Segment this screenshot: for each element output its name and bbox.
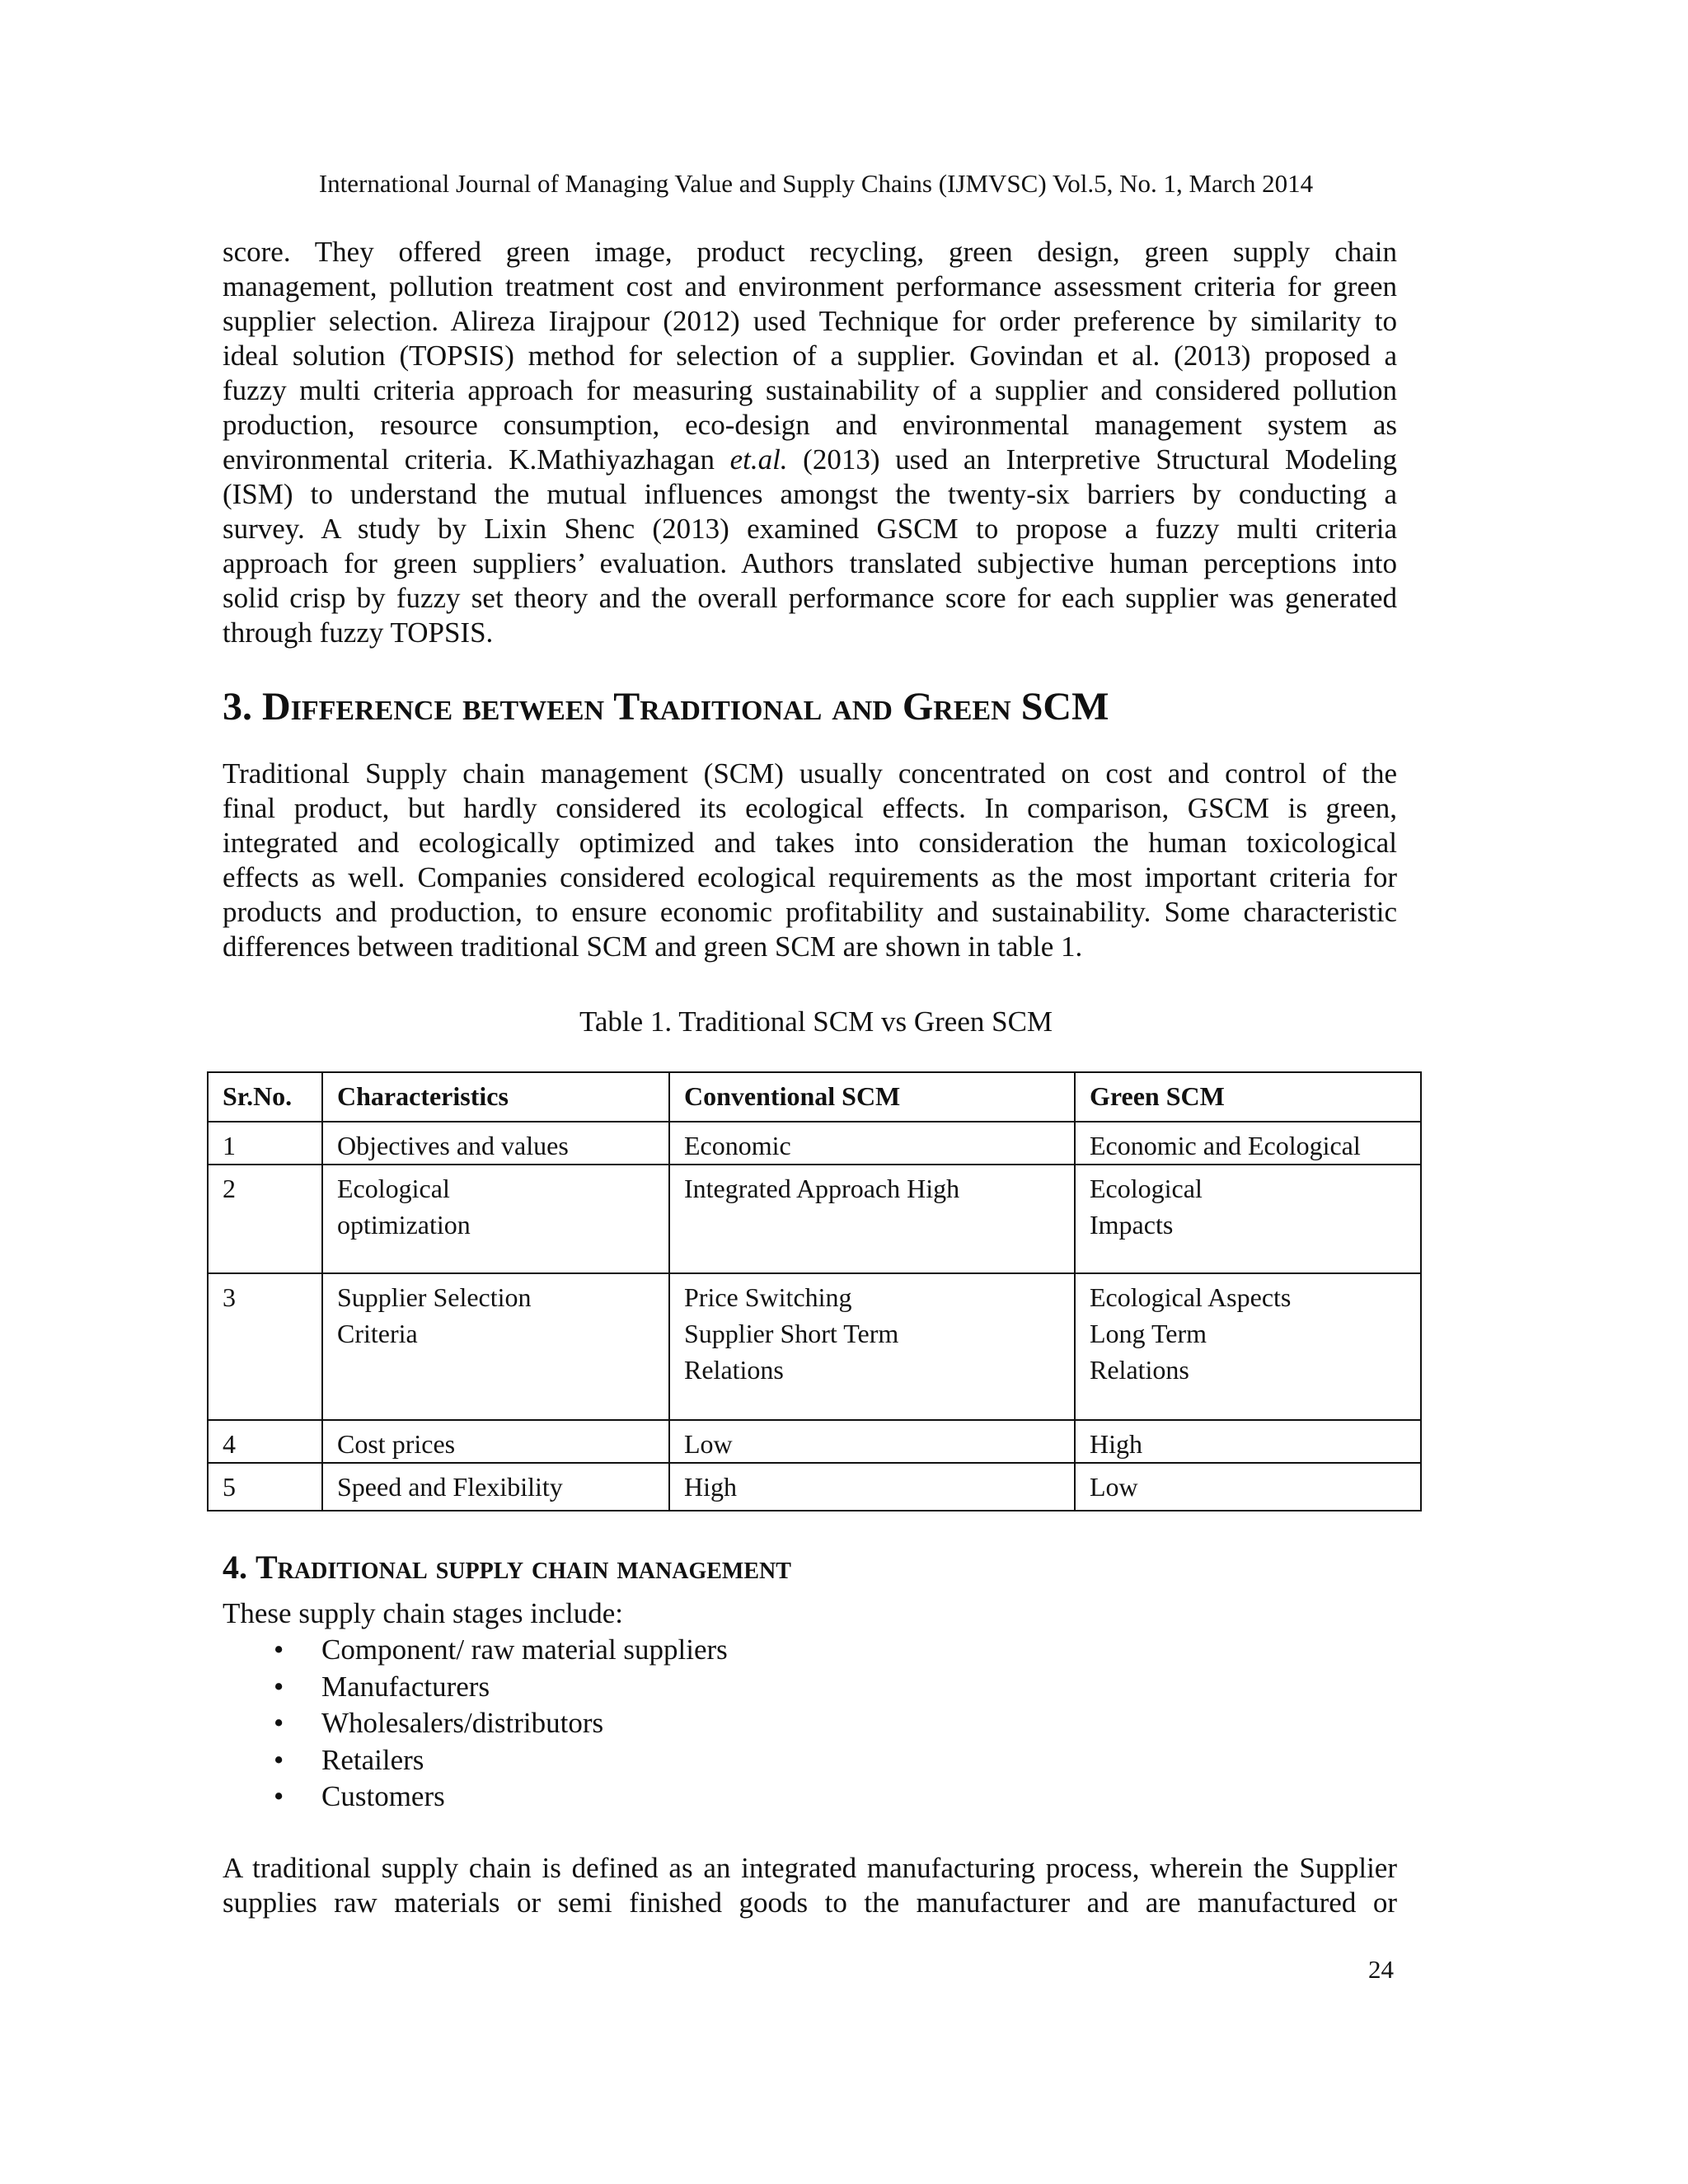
cell-line: Integrated Approach High xyxy=(684,1174,960,1203)
table-caption: Table 1. Traditional SCM vs Green SCM xyxy=(579,1005,1053,1038)
paragraph-traditional-definition xyxy=(223,1851,1397,1920)
text-line: through fuzzy TOPSIS. xyxy=(223,616,494,649)
list-item xyxy=(264,1671,728,1708)
cell-line: Ecological Aspects xyxy=(1090,1282,1292,1312)
text-line: approach for green suppliers’ evaluation. Authors translated subjective human perceptions into xyxy=(223,547,1397,579)
text-line: score. They offered green image, product recycling, green design, green supply chain xyxy=(223,236,1397,268)
paragraph-difference xyxy=(223,757,1397,964)
text-line: supplies raw materials or semi finished goods to the manufacturer and are manufactured or xyxy=(223,1886,1397,1919)
list-item xyxy=(264,1707,728,1744)
list-item-text: Retailers xyxy=(321,1743,424,1776)
page-number: 24 xyxy=(1368,1955,1394,1984)
text-line: effects as well. Companies considered ecological requirements as the most important criteria for xyxy=(223,861,1397,893)
header-cell: Conventional SCM xyxy=(669,1072,1075,1122)
cell-line: Relations xyxy=(1090,1355,1189,1385)
list-item-text: Customers xyxy=(321,1780,445,1812)
text-line xyxy=(223,443,1397,477)
cell-line: Economic and Ecological xyxy=(1090,1131,1361,1160)
list-item-text: Wholesalers/distributors xyxy=(321,1707,604,1739)
table-cell xyxy=(669,1273,1075,1420)
text-line: production, resource consumption, eco-design and environmental management system as xyxy=(223,409,1397,441)
cell-line: Speed and Flexibility xyxy=(337,1472,563,1502)
text-line: final product, but hardly considered its ecological effects. In comparison, GSCM is green, xyxy=(223,792,1397,824)
table-cell xyxy=(669,1463,1075,1511)
text-line: fuzzy multi criteria approach for measuring sustainability of a supplier and considered pollution xyxy=(223,374,1397,406)
table-cell xyxy=(322,1122,669,1165)
section-number: 3. xyxy=(223,685,262,729)
header-cell: Characteristics xyxy=(322,1072,669,1122)
italic-citation: et.al. xyxy=(729,443,788,476)
text-segment: environmental criteria. K.Mathiyazhagan xyxy=(223,443,715,476)
cell-line: Long Term xyxy=(1090,1319,1207,1348)
cell-line: Supplier Short Term xyxy=(684,1319,899,1348)
bullet-icon: • xyxy=(274,1633,284,1666)
table-cell xyxy=(1075,1273,1421,1420)
text-line: ideal solution (TOPSIS) method for selection of a supplier. Govindan et al. (2013) proposed a xyxy=(223,340,1397,372)
paragraph-literature-review xyxy=(223,235,1397,650)
text-line: integrated and ecologically optimized and takes into consideration the human toxicological xyxy=(223,827,1397,859)
cell-line: Criteria xyxy=(337,1319,418,1348)
text-line: solid crisp by fuzzy set theory and the overall performance score for each supplier was generated xyxy=(223,582,1397,614)
table-cell xyxy=(322,1165,669,1273)
table-cell xyxy=(1075,1165,1421,1273)
table-cell: 5 xyxy=(208,1463,322,1511)
table-cell: 1 xyxy=(208,1122,322,1165)
text-line: products and production, to ensure economic profitability and sustainability. Some characteristic xyxy=(223,896,1397,928)
cell-line: Ecological xyxy=(337,1174,450,1203)
table-cell xyxy=(1075,1463,1421,1511)
cell-line: Objectives and values xyxy=(337,1131,569,1160)
text-line: A traditional supply chain is defined as an integrated manufacturing process, wherein the Supplier xyxy=(223,1852,1397,1884)
text-line: Traditional Supply chain management (SCM) usually concentrated on cost and control of the xyxy=(223,757,1397,790)
section-title-suffix: SCM xyxy=(1010,685,1109,729)
header-cell: Green SCM xyxy=(1075,1072,1421,1122)
section-title: Difference between Traditional and Green xyxy=(262,685,1011,729)
text-line: supplier selection. Alireza Iirajpour (2012) used Technique for order preference by similarity to xyxy=(223,305,1397,337)
table-cell xyxy=(669,1122,1075,1165)
text-segment: (2013) used an Interpretive Structural Modeling xyxy=(803,443,1398,476)
cell-line: Relations xyxy=(684,1355,784,1385)
table-cell xyxy=(669,1420,1075,1463)
cell-line: Low xyxy=(684,1429,733,1459)
cell-line: Ecological xyxy=(1090,1174,1203,1203)
list-item xyxy=(264,1744,728,1781)
table-cell xyxy=(669,1165,1075,1273)
cell-line: Economic xyxy=(684,1131,791,1160)
table-row xyxy=(208,1273,1421,1420)
table-cell: 2 xyxy=(208,1165,322,1273)
section-number: 4. xyxy=(223,1549,256,1586)
table-cell xyxy=(322,1273,669,1420)
section-title: Traditional supply chain management xyxy=(256,1549,791,1586)
table-cell: 3 xyxy=(208,1273,322,1420)
text-line: (ISM) to understand the mutual influences amongst the twenty-six barriers by conducting a xyxy=(223,478,1397,510)
table-row xyxy=(208,1463,1421,1511)
list-item-text: Component/ raw material suppliers xyxy=(321,1633,728,1666)
text-line: management, pollution treatment cost and environment performance assessment criteria for green xyxy=(223,270,1397,302)
cell-line: High xyxy=(1090,1429,1142,1459)
table-cell xyxy=(1075,1122,1421,1165)
table-row xyxy=(208,1122,1421,1165)
table-cell xyxy=(322,1463,669,1511)
cell-line: optimization xyxy=(337,1210,471,1240)
header-cell: Sr.No. xyxy=(208,1072,322,1122)
supply-chain-stages-list xyxy=(264,1633,728,1817)
bullet-icon: • xyxy=(274,1780,284,1812)
comparison-table xyxy=(207,1071,1422,1511)
running-header: International Journal of Managing Value and Supply Chains (IJMVSC) Vol.5, No. 1, March 2014 xyxy=(318,169,1314,198)
table-cell xyxy=(322,1420,669,1463)
list-intro: These supply chain stages include: xyxy=(223,1597,623,1629)
cell-line: Impacts xyxy=(1090,1210,1174,1240)
list-item xyxy=(264,1633,728,1671)
bullet-icon: • xyxy=(274,1707,284,1739)
bullet-icon: • xyxy=(274,1743,284,1776)
bullet-icon: • xyxy=(274,1670,284,1703)
section-4-heading xyxy=(223,1548,791,1586)
list-item xyxy=(264,1780,728,1817)
table-cell: 4 xyxy=(208,1420,322,1463)
table-header-row xyxy=(208,1072,1421,1122)
text-line: differences between traditional SCM and green SCM are shown in table 1. xyxy=(223,930,1083,963)
table-row xyxy=(208,1165,1421,1273)
cell-line: Low xyxy=(1090,1472,1138,1502)
section-3-heading xyxy=(223,684,1109,729)
table-cell xyxy=(1075,1420,1421,1463)
list-item-text: Manufacturers xyxy=(321,1670,490,1703)
cell-line: Supplier Selection xyxy=(337,1282,532,1312)
text-line: survey. A study by Lixin Shenc (2013) examined GSCM to propose a fuzzy multi criteria xyxy=(223,513,1397,545)
table-row xyxy=(208,1420,1421,1463)
cell-line: Cost prices xyxy=(337,1429,456,1459)
cell-line: Price Switching xyxy=(684,1282,852,1312)
cell-line: High xyxy=(684,1472,737,1502)
